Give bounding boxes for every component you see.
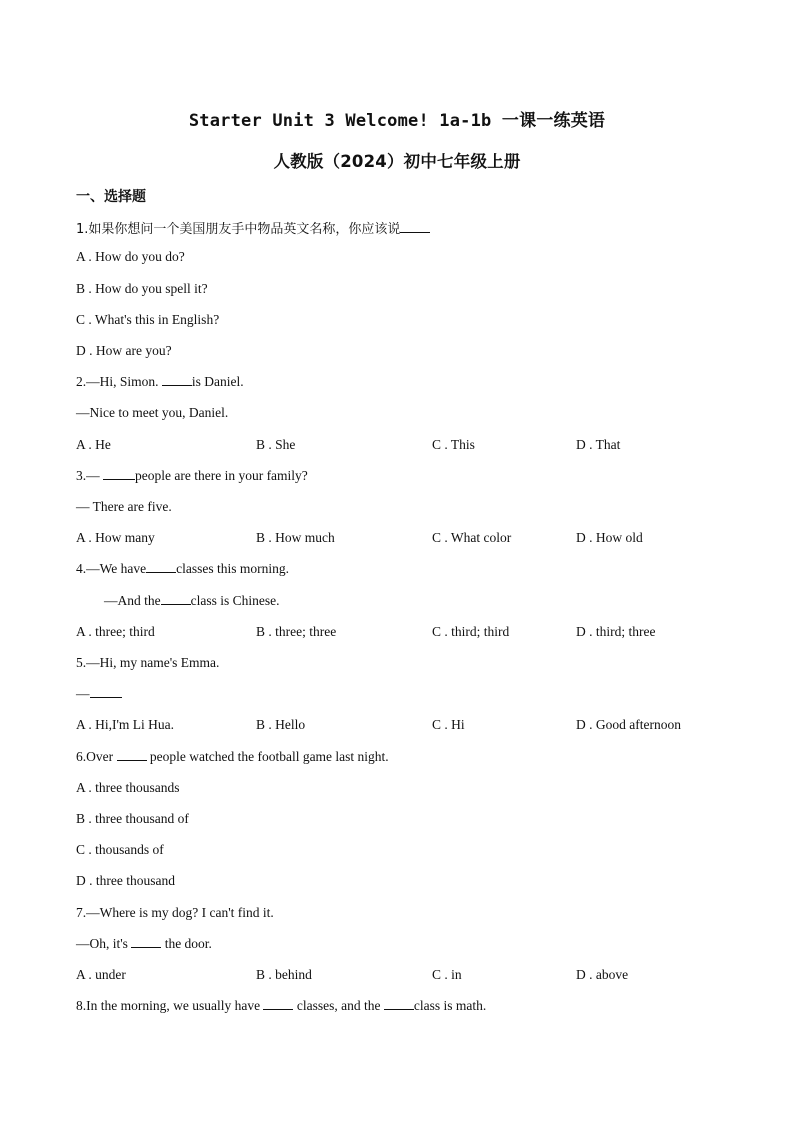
question-3-stem: 3.— people are there in your family? (76, 468, 308, 483)
question-4-options (76, 624, 726, 642)
question-6-stem: 6.Over people watched the football game last night. (76, 749, 389, 764)
answer-blank (384, 998, 414, 1010)
document-subtitle: 人教版（2024）初中七年级上册 (273, 152, 521, 171)
option-c: C . in (432, 967, 462, 982)
question-6-option-b: B . three thousand of (76, 811, 189, 826)
question-5-reply: — (76, 686, 122, 702)
question-6-option-d: D . three thousand (76, 873, 175, 888)
option-c: C . This (432, 437, 475, 452)
question-4-reply: —And the class is Chinese. (104, 593, 280, 608)
question-2-stem: 2.—Hi, Simon. is Daniel. (76, 374, 244, 389)
document-title: Starter Unit 3 Welcome! 1a-1b 一课一练英语 (188, 111, 606, 131)
option-b: B . behind (256, 967, 312, 982)
option-b: B . three; three (256, 624, 337, 639)
section-heading: 一、选择题 (76, 189, 146, 205)
question-1-option-a: A . How do you do? (76, 249, 185, 264)
question-1-stem: 1.如果你想问一个美国朋友手中物品英文名称，你应该说 (76, 218, 430, 237)
option-a: A . How many (76, 530, 155, 545)
question-5-options (76, 717, 726, 735)
option-a: A . He (76, 437, 111, 452)
question-6-option-a: A . three thousands (76, 780, 180, 795)
answer-blank (162, 374, 192, 386)
question-1-option-d: D . How are you? (76, 343, 172, 358)
answer-blank (131, 936, 161, 948)
question-2-reply: —Nice to meet you, Daniel. (76, 405, 229, 420)
option-a: A . Hi,I'm Li Hua. (76, 717, 175, 732)
option-a: A . under (76, 967, 126, 982)
answer-blank (103, 468, 135, 480)
answer-blank (90, 686, 122, 698)
option-d: D . How old (576, 530, 643, 545)
question-2-options (76, 437, 726, 455)
answer-blank (117, 749, 147, 761)
option-d: D . That (576, 437, 621, 452)
question-3-reply: — There are five. (76, 499, 172, 514)
option-b: B . Hello (256, 717, 306, 732)
option-c: C . What color (432, 530, 512, 545)
question-8-stem: 8.In the morning, we usually have classes, and the class is math. (76, 998, 487, 1013)
option-d: D . Good afternoon (576, 717, 681, 732)
option-d: D . third; three (576, 624, 656, 639)
question-3-options (76, 530, 726, 548)
option-b: B . She (256, 437, 296, 452)
question-6-option-c: C . thousands of (76, 842, 164, 857)
question-7-reply: —Oh, it's the door. (76, 936, 212, 951)
answer-blank (400, 221, 430, 233)
option-c: C . third; third (432, 624, 510, 639)
answer-blank (263, 998, 293, 1010)
question-5-stem: 5.—Hi, my name's Emma. (76, 655, 220, 670)
option-a: A . three; third (76, 624, 155, 639)
question-1-option-c: C . What's this in English? (76, 312, 220, 327)
question-1-option-b: B . How do you spell it? (76, 281, 208, 296)
option-d: D . above (576, 967, 629, 982)
answer-blank (146, 561, 176, 573)
option-b: B . How much (256, 530, 335, 545)
question-4-stem: 4.—We have classes this morning. (76, 561, 290, 576)
option-c: C . Hi (432, 717, 465, 732)
question-7-options (76, 967, 726, 985)
question-7-stem: 7.—Where is my dog? I can't find it. (76, 905, 274, 920)
answer-blank (161, 593, 191, 605)
